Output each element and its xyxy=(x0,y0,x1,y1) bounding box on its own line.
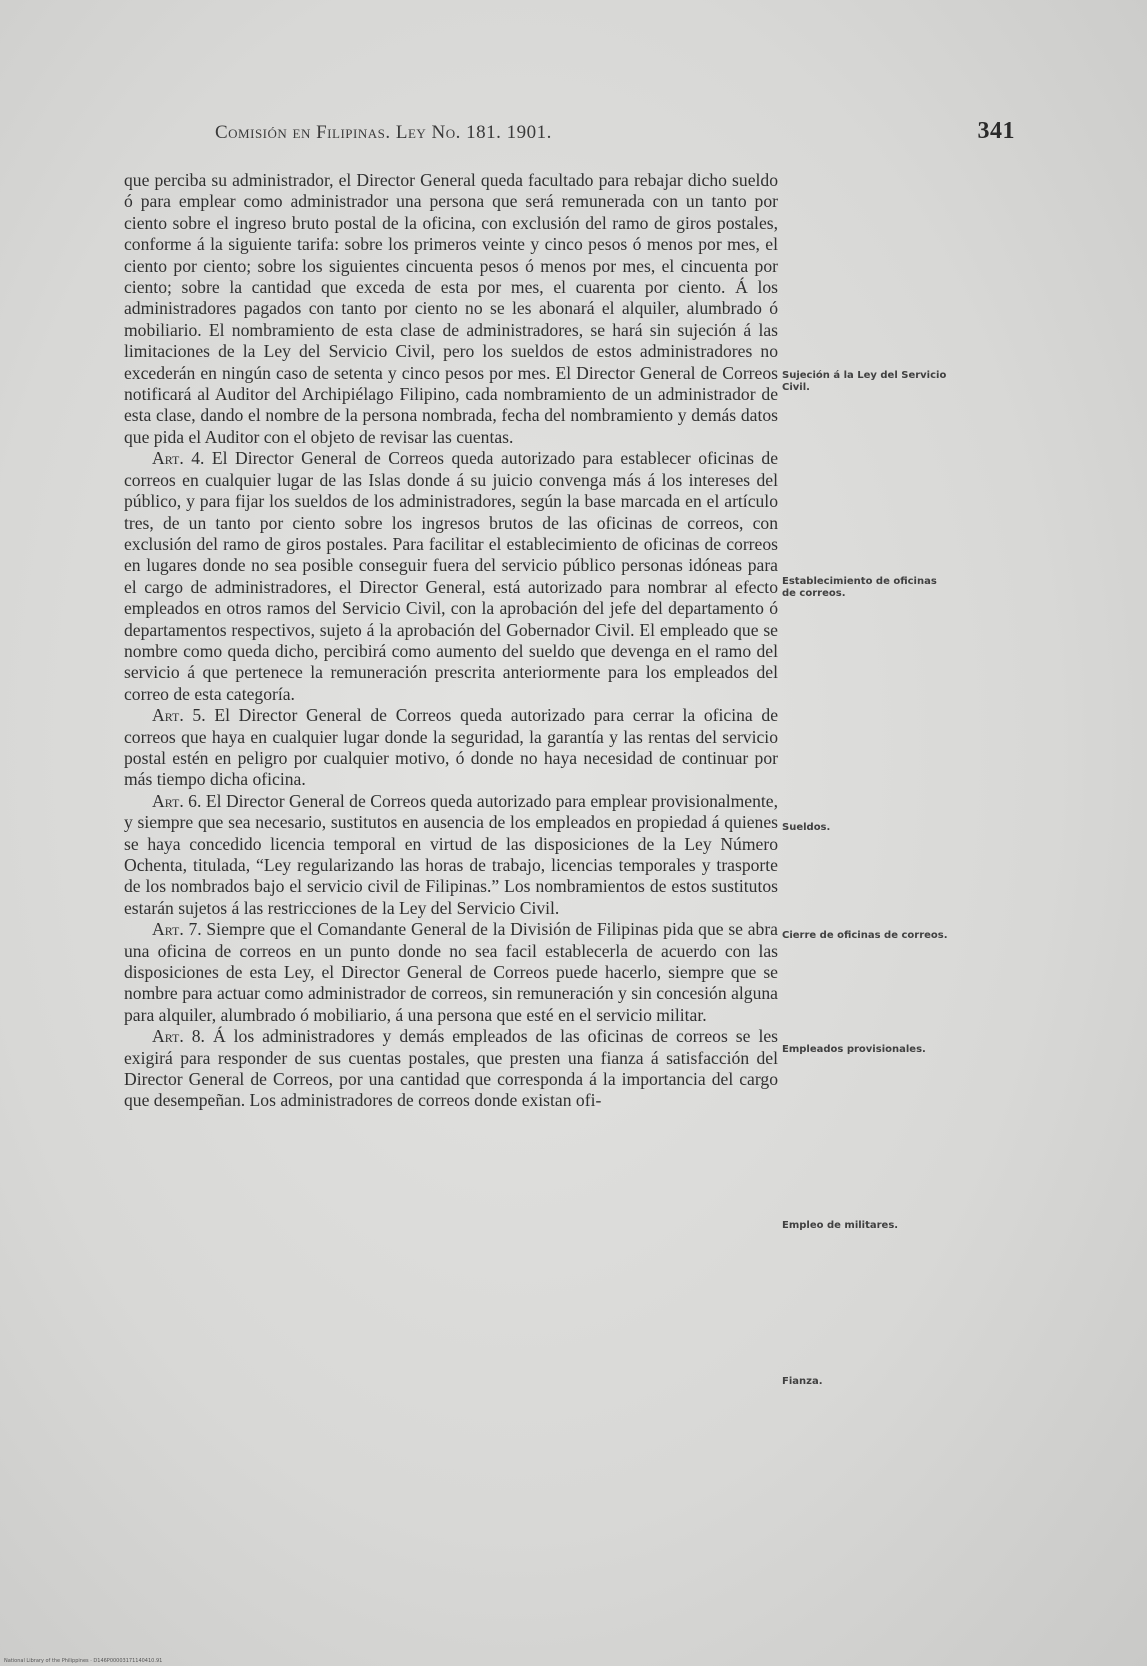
header-title: Comisión en Filipinas. Ley No. 181. 1901. xyxy=(215,122,552,143)
article-6-text: El Director General de Correos queda autorizado para emplear provisionalmente, y siempre que sea necesario, sustitutos en ausencia de los empleados en propiedad á quienes se haya concedido licencia temporal en virtud de las disposiciones de la Ley Número Ochenta, titulada, “Ley regularizando las horas de trabajo, licencias temporales y trasporte de los nombrados bajo el servicio civil de Filipinas.” Los nombramientos de estos sustitutos estarán sujetos á las restricciones de la Ley del Servicio Civil. xyxy=(124,790,779,918)
article-4-text: El Director General de Correos queda autorizado para establecer oficinas de correos en cualquier lugar de las Islas donde á su juicio convenga más á los intereses del público, y para fijar los sueldos de los administradores, según la base marcada en el artículo tres, de un tanto por ciento sobre los ingresos brutos de las oficinas de correos, con exclusión del ramo de giros postales. Para facilitar el establecimiento de oficinas de correos en lugares donde no sea posible conseguir fuera del servicio público personas idóneas para el cargo de administradores, el Director General, está autorizado para nombrar al efecto empleados en otros ramos del Servicio Civil, con la aprobación del jefe del departamento ó departamentos respectivos, sujeto á la aprobación del Gobernador Civil. El empleado que se nombre como queda dicho, percibirá como aumento del sueldo que devenga en el ramo del servicio á que pertenece la remuneración prescrita anteriormente para los empleados del correo de esta categoría. xyxy=(124,448,779,704)
article-6 xyxy=(124,791,778,919)
margin-note-sueldos: Sueldos. xyxy=(782,822,831,833)
article-5 xyxy=(124,705,778,791)
article-8 xyxy=(124,1026,778,1112)
article-5-text: El Director General de Correos queda autorizado para cerrar la oficina de correos que haya en cualquier lugar donde la seguridad, la garantía y las rentas del servicio postal estén en peligro por cualquier motivo, ó donde no haya necesidad de continuar por más tiempo dicha oficina. xyxy=(124,705,779,790)
margin-note-establecimiento: Establecimiento de oficinas de correos. xyxy=(782,576,937,599)
article-7 xyxy=(124,919,778,1026)
body-text xyxy=(124,170,778,1112)
margin-note-empleados: Empleados provisionales. xyxy=(782,1044,926,1055)
margin-note-empleo: Empleo de militares. xyxy=(782,1220,899,1231)
margin-note-fianza: Fianza. xyxy=(782,1376,823,1387)
margin-note-cierre: Cierre de oficinas de correos. xyxy=(782,930,948,941)
article-8-label: Art. 8. xyxy=(152,1026,205,1047)
page-number: 341 xyxy=(977,118,1015,144)
article-4-label: Art. 4. xyxy=(152,448,205,469)
article-6-label: Art. 6. xyxy=(152,790,202,811)
running-head xyxy=(215,118,1015,144)
article-5-label: Art. 5. xyxy=(152,705,206,726)
article-7-text: Siempre que el Comandante General de la División de Filipinas pida que se abra una oficina de correos en un punto donde no sea facil establecerla de acuerdo con las disposiciones de esta Ley, el Director General de Correos puede hacerlo, siempre que se nombre para actuar como administrador de correos, sin remuneración y sin concesión alguna para alquiler, alumbrado ó mobiliario, á una persona que esté en el servicio militar. xyxy=(124,919,778,1025)
article-8-text: Á los administradores y demás empleados de las oficinas de correos se les exigirá para responder de sus cuentas postales, que presten una fianza á satisfacción del Director General de Correos, por una cantidad que corresponda á la importancia del cargo que desempeñan. Los administradores de correos donde existan ofi- xyxy=(124,1026,778,1111)
scan-credit: National Library of the Philippines · D146P00003171140410.91 xyxy=(4,1658,163,1664)
paragraph-continuation: que perciba su administrador, el Director General queda facultado para rebajar dicho sueldo ó para emplear como administrador una persona que será remunerada con un tanto por ciento sobre el ingreso bruto postal de la oficina, con exclusión del ramo de giros postales, conforme á la siguiente tarifa: sobre los primeros veinte y cinco pesos ó menos por mes, el ciento por ciento; sobre los siguientes cincuenta pesos ó menos por mes, el cincuenta por ciento; sobre la cantidad que exceda de esta por mes, el cuarenta por ciento. Á los administradores pagados con tanto por ciento no se les abonará el alquiler, alumbrado ó mobiliario. El nombramiento de esta clase de administradores, se hará sin sujeción á las limitaciones de la Ley del Servicio Civil, pero los sueldos de estos administradores no excederán en ningún caso de setenta y cinco pesos por mes. El Director General de Correos notificará al Auditor del Archipiélago Filipino, cada nombramiento de un administrador de esta clase, dando el nombre de la persona nombrada, fecha del nombramiento y demás datos que pida el Auditor con el objeto de revisar las cuentas. xyxy=(124,170,778,447)
article-4 xyxy=(124,448,778,705)
article-7-label: Art. 7. xyxy=(152,919,202,940)
margin-note-sujecion: Sujeción á la Ley del Servicio Civil. xyxy=(782,370,947,393)
